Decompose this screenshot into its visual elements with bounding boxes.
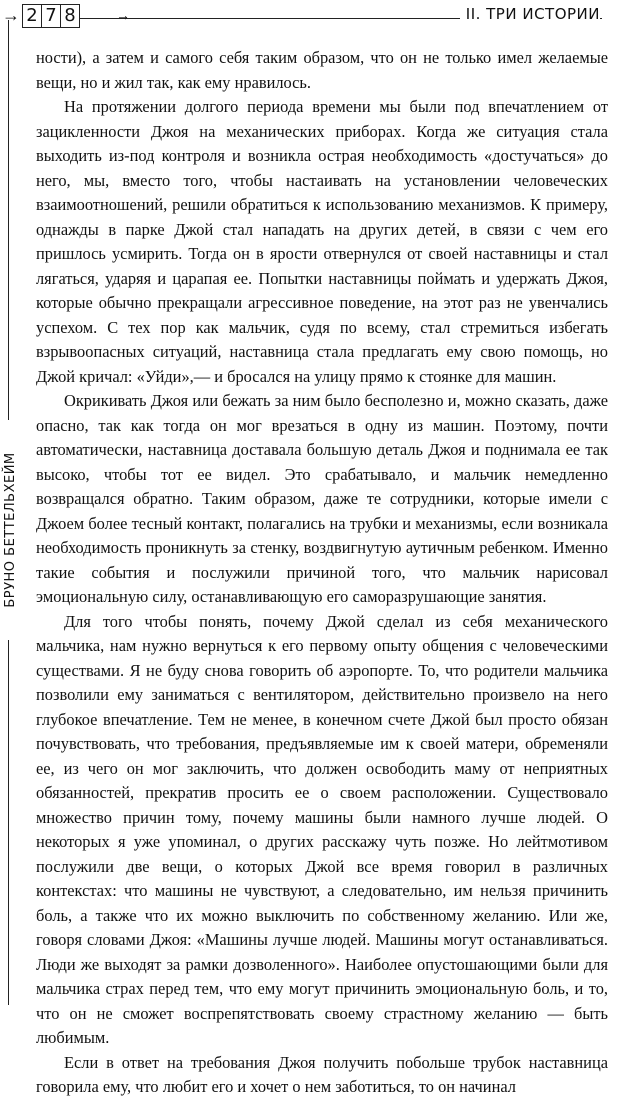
paragraph: Для того чтобы понять, почему Джой сделал из себя механического мальчика, нам нужно вернуться к его первому опыту общения с человеческими существами. Я не буду снова говорить об аэропорте. То, что родители мальчика позволили ему заниматься с вентилятором, действительно произвело на него глубокое впечатление. Тем не менее, в конечном счете Джой был просто обязан почувствовать, что требования, предъявляемые им к своей матери, обременяли ее, из чего он мог заключить, что должен освободить маму от неприятных обязанностей, прекратив просить ее о своем расположении. Существовало множество причин тому, почему машины были намного лучше людей. О некоторых я уже упоминал, о других расскажу чуть позже. Но лейтмотивом послужили две вещи, о которых Джой все время говорил в различных контекстах: что машины не чувствуют, а следовательно, им нельзя причинить боль, а также что их можно выключить по собственному желанию. Или же, говоря словами Джоя: «Машины лучше людей. Машины могут останавливаться. Люди же выходят за рамки дозволенного». Наиболее опустошающими были для мальчика страх перед тем, что ему могут причинить эмоциональную боль, и то, что он не сможет воспрепятствовать своему страстному желанию — быть любимым. xyxy=(36,611,608,1047)
page-digit: 7 xyxy=(41,4,61,28)
page-header xyxy=(0,0,620,40)
body-text xyxy=(36,46,608,1100)
paragraph: Окрикивать Джоя или бежать за ним было бесполезно и, можно сказать, даже опасно, так как тогда он мог врезаться в одну из машин. Поэтому, почти автоматически, наставница доставала большую деталь Джоя и поднимала ее так высоко, чтобы тот ее видел. Это срабатывало, и мальчик немедленно возвращался обратно. Таким образом, даже те сотрудники, которые имели с Джоем более тесный контакт, полагались на трубки и механизмы, если возникала необходимость проникнуть за стенку, воздвигнутую аутичным ребенком. Именно такие события и послужили причиной того, что мальчик нарисовал эмоциональную силу, останавливающую его саморазрушающие занятия. xyxy=(36,391,608,606)
paragraph: Если в ответ на требования Джоя получить побольше трубок наставница говорила ему, что любит его и хочет о нем заботиться, то он начинал xyxy=(36,1052,608,1096)
running-head: II. ТРИ ИСТОРИИ xyxy=(460,5,600,23)
author-name-vertical: БРУНО БЕТТЕЛЬХЕЙМ xyxy=(3,420,23,640)
arrow-right-icon: → xyxy=(116,9,130,24)
page-digit: 8 xyxy=(60,4,80,28)
paragraph: На протяжении долгого периода времени мы были под впечатлением от зацикленности Джоя на механических приборах. Когда же ситуация стала выходить из-под контроля и возникла острая необходимость «достучаться» до него, мы, вместо того, чтобы настаивать на установлении человеческих взаимоотношений, решили обратиться к использованию механизмов. К примеру, однажды в парке Джой стал нападать на других детей, в связи с чем его пришлось усмирить. Тогда он в ярости отвернулся от своей наставницы и стал лягаться, ударяя и царапая ее. Попытки наставницы поймать и удержать Джоя, которые обычно прекращали агрессивное поведение, на этот раз не увенчались успехом. С тех пор как мальчик, судя по всему, стал стремиться избегать взрывоопасных ситуаций, наставница стала предлагать ему свою помощь, но Джой кричал: «Уйди»,— и бросался на улицу прямо к стоянке для машин. xyxy=(36,97,608,386)
page-digit: 2 xyxy=(22,4,42,28)
paragraph: ности), а затем и самого себя таким образом, что он не только имел желаемые вещи, но и жил так, как ему нравилось. xyxy=(36,48,608,92)
page-number xyxy=(22,4,79,28)
arrow-left-icon: → xyxy=(2,5,20,25)
